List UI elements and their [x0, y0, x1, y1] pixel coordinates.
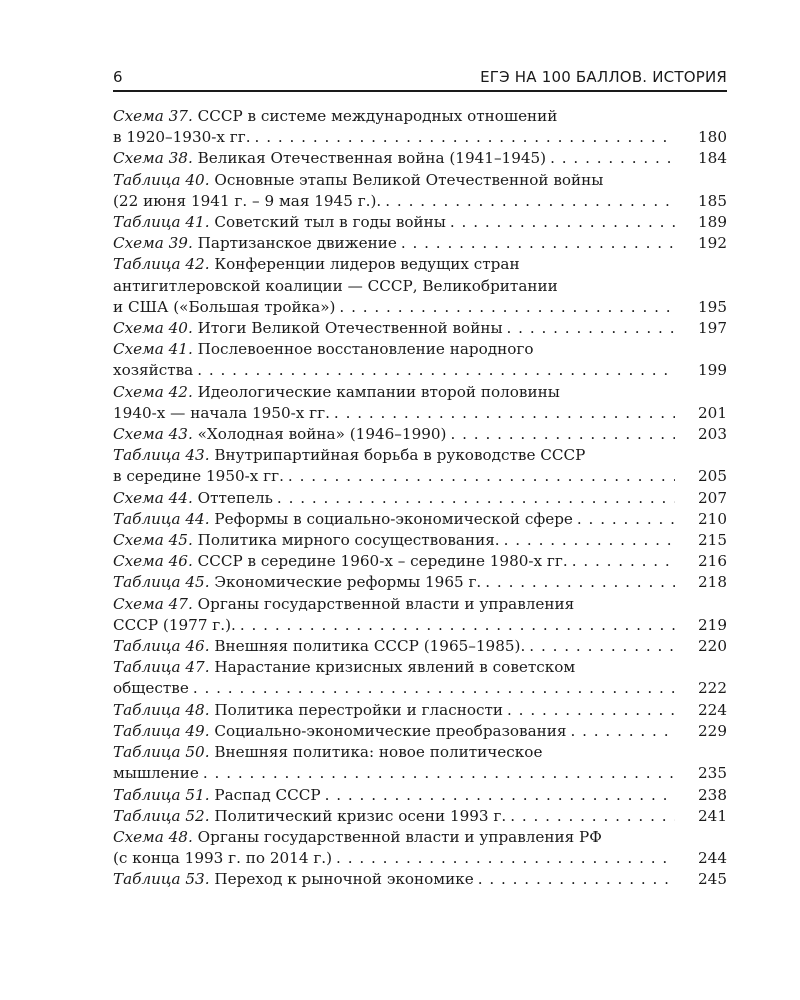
toc-entry	[113, 339, 727, 381]
toc-entry-title: Идеологические кампании второй половины	[197, 382, 560, 401]
dot-leader	[485, 572, 675, 593]
toc-entry-title: Оттепель	[197, 488, 273, 507]
toc-entry-title: Переход к рыночной экономике	[214, 870, 474, 889]
toc-entry-line	[113, 721, 727, 742]
toc-entry	[113, 318, 727, 339]
toc-entry-title: Партизанское движение	[197, 234, 397, 253]
toc-entry-line	[113, 763, 727, 784]
page-number: 6	[113, 68, 123, 86]
dot-leader	[385, 191, 675, 212]
toc-entry-title: Внешняя политика: новое политическое	[214, 743, 543, 762]
dot-leader	[529, 636, 675, 657]
toc-entry-line	[113, 530, 727, 551]
toc-entry-title: Послевоенное восстановление народного	[197, 340, 534, 359]
dot-leader	[570, 721, 675, 742]
dot-leader	[450, 212, 675, 233]
toc-entry	[113, 700, 727, 721]
toc-entry	[113, 785, 727, 806]
toc-entry-line	[113, 424, 727, 445]
toc-entry-page: 245	[698, 870, 727, 889]
dot-leader	[325, 785, 675, 806]
toc-entry-page: 218	[698, 573, 727, 592]
toc-entry-page: 229	[698, 721, 727, 740]
toc-entry-title: Основные этапы Великой Отечественной войны	[214, 170, 604, 189]
toc-entry-title: и США («Большая тройка»)	[113, 297, 336, 316]
running-title: ЕГЭ НА 100 БАЛЛОВ. ИСТОРИЯ	[480, 68, 727, 86]
toc-entry-title: (22 июня 1941 г. – 9 мая 1945 г.).	[113, 191, 382, 210]
toc-entry-line	[113, 466, 727, 487]
toc-entry-page: 184	[698, 149, 727, 168]
dot-leader	[277, 488, 675, 509]
toc-entry-page: 216	[698, 552, 727, 571]
toc-entry-line	[113, 827, 727, 848]
toc-entry	[113, 148, 727, 169]
toc-entry-page: 180	[698, 128, 727, 147]
toc-entry-line	[113, 615, 727, 636]
toc-entry	[113, 382, 727, 424]
toc-entry-label: Схема 42.	[113, 382, 193, 401]
toc-entry-page: 195	[698, 297, 727, 316]
toc-entry	[113, 742, 727, 784]
toc-entry-line	[113, 848, 727, 869]
toc-entry	[113, 509, 727, 530]
toc-entry-line	[113, 509, 727, 530]
toc-entry	[113, 424, 727, 445]
dot-leader	[203, 763, 675, 784]
toc-entry-label: Схема 44.	[113, 488, 193, 507]
dot-leader	[334, 403, 675, 424]
dot-leader	[504, 530, 675, 551]
toc-entry-page: 192	[698, 234, 727, 253]
toc-entry-page: 210	[698, 509, 727, 528]
toc-entry-page: 189	[698, 213, 727, 232]
toc-entry-page: 199	[698, 361, 727, 380]
toc-entry-page: 207	[698, 488, 727, 507]
toc-entry-label: Схема 37.	[113, 107, 193, 125]
toc-entry-page: 201	[698, 403, 727, 422]
toc-entry-page: 205	[698, 467, 727, 486]
toc-entry	[113, 530, 727, 551]
dot-leader	[197, 360, 675, 381]
toc-entry-label: Таблица 45.	[113, 573, 210, 592]
toc-entry-line	[113, 551, 727, 572]
toc-entry-line	[113, 106, 727, 127]
toc-entry-label: Схема 43.	[113, 425, 193, 444]
toc-entry-line	[113, 572, 727, 593]
toc-entry-title: 1940-х — начала 1950-х гг.	[113, 403, 330, 422]
toc-entry	[113, 721, 727, 742]
toc-entry-title: мышление	[113, 764, 199, 783]
toc-entry-page: 215	[698, 531, 727, 550]
toc-entry-title: обществе	[113, 679, 189, 698]
toc-entry-title: СССР в системе международных отношений	[197, 107, 558, 125]
toc-entry	[113, 488, 727, 509]
toc-entry-label: Схема 48.	[113, 827, 193, 846]
dot-leader	[240, 615, 675, 636]
toc-entry-page: 197	[698, 319, 727, 338]
toc-entry-page: 185	[698, 191, 727, 210]
toc-entry-line	[113, 869, 727, 890]
toc-entry-title: в середине 1950-х гг.	[113, 467, 284, 486]
toc-entry-page: 244	[698, 849, 727, 868]
toc-entry-title: Внешняя политика СССР (1965–1985).	[214, 637, 526, 656]
toc-entry-label: Схема 47.	[113, 594, 193, 613]
toc-entry-title: Советский тыл в годы войны	[214, 213, 446, 232]
toc-entry-label: Таблица 41.	[113, 213, 210, 232]
toc-entry-line	[113, 806, 727, 827]
toc-entry-title: Конференции лидеров ведущих стран	[214, 255, 520, 274]
toc-entry-title: Политика перестройки и гласности	[214, 700, 504, 719]
toc-entry-label: Схема 45.	[113, 531, 193, 550]
toc-entry	[113, 106, 727, 148]
toc-entry-line	[113, 212, 727, 233]
toc-entry-label: Таблица 51.	[113, 785, 210, 804]
toc-entry	[113, 869, 727, 890]
toc-entry-label: Схема 38.	[113, 149, 193, 168]
toc-entry-line	[113, 488, 727, 509]
toc-entry-page: 219	[698, 615, 727, 634]
toc-entry-line	[113, 254, 727, 275]
toc-entry	[113, 636, 727, 657]
toc-entry-line	[113, 339, 727, 360]
toc-entry-title: Великая Отечественная война (1941–1945)	[197, 149, 547, 168]
toc-entry-title: Политический кризис осени 1993 г.	[214, 806, 507, 825]
toc-entry-page: 224	[698, 700, 727, 719]
toc-entry-label: Таблица 47.	[113, 658, 210, 677]
toc-entry-page: 241	[698, 806, 727, 825]
page-header	[113, 68, 727, 90]
toc-entry-line	[113, 127, 727, 148]
toc-entry-label: Таблица 53.	[113, 870, 210, 889]
toc-entry-title: Итоги Великой Отечественной войны	[197, 319, 503, 338]
toc-entry-label: Схема 40.	[113, 319, 193, 338]
toc-entry-line	[113, 445, 727, 466]
toc-entry	[113, 212, 727, 233]
dot-leader	[507, 700, 675, 721]
table-of-contents	[113, 106, 727, 891]
toc-entry-line	[113, 233, 727, 254]
toc-entry-label: Схема 46.	[113, 552, 193, 571]
toc-entry-title: хозяйства	[113, 361, 194, 380]
toc-entry-title: СССР в середине 1960-х – середине 1980-х гг.	[197, 552, 568, 571]
toc-entry-line	[113, 700, 727, 721]
toc-entry-line	[113, 403, 727, 424]
toc-entry-line	[113, 742, 727, 763]
toc-entry-line	[113, 276, 727, 297]
toc-entry-title: Органы государственной власти и управления РФ	[197, 827, 602, 846]
toc-entry-title: «Холодная война» (1946–1990)	[197, 425, 447, 444]
toc-entry-page: 238	[698, 785, 727, 804]
toc-entry	[113, 572, 727, 593]
toc-entry-title: Экономические реформы 1965 г.	[214, 573, 482, 592]
toc-entry-label: Таблица 48.	[113, 700, 210, 719]
dot-leader	[572, 551, 675, 572]
toc-entry-title: антигитлеровской коалиции — СССР, Великобритании	[113, 276, 558, 295]
toc-entry-line	[113, 318, 727, 339]
toc-entry	[113, 233, 727, 254]
toc-entry-page: 220	[698, 637, 727, 656]
header-rule	[113, 90, 727, 92]
toc-entry-page: 235	[698, 764, 727, 783]
dot-leader	[401, 233, 675, 254]
toc-entry-title: Реформы в социально-экономической сфере	[214, 509, 573, 528]
toc-entry-title: Органы государственной власти и управления	[197, 594, 575, 613]
toc-entry-title: Нарастание кризисных явлений в советском	[214, 658, 576, 677]
dot-leader	[577, 509, 675, 530]
dot-leader	[336, 848, 675, 869]
toc-entry-title: Внутрипартийная борьба в руководстве СССР	[214, 446, 586, 465]
toc-entry-label: Таблица 44.	[113, 509, 210, 528]
toc-entry	[113, 806, 727, 827]
toc-entry-label: Таблица 40.	[113, 170, 210, 189]
toc-entry-label: Схема 39.	[113, 234, 193, 253]
dot-leader	[193, 678, 675, 699]
toc-entry-page: 203	[698, 425, 727, 444]
toc-entry-line	[113, 636, 727, 657]
toc-entry	[113, 170, 727, 212]
toc-entry-line	[113, 191, 727, 212]
toc-entry-title: в 1920–1930-х гг.	[113, 128, 251, 147]
toc-entry-line	[113, 382, 727, 403]
toc-entry-title: СССР (1977 г.).	[113, 615, 236, 634]
toc-entry-line	[113, 678, 727, 699]
toc-entry	[113, 594, 727, 636]
toc-entry-title: (с конца 1993 г. по 2014 г.)	[113, 849, 333, 868]
toc-entry-title: Социально-экономические преобразования	[214, 721, 567, 740]
toc-entry-label: Таблица 43.	[113, 446, 210, 465]
toc-entry	[113, 254, 727, 318]
toc-entry-line	[113, 170, 727, 191]
toc-entry-line	[113, 148, 727, 169]
toc-entry	[113, 827, 727, 869]
toc-entry-label: Таблица 49.	[113, 721, 210, 740]
toc-entry	[113, 657, 727, 699]
toc-entry	[113, 551, 727, 572]
toc-entry-line	[113, 594, 727, 615]
dot-leader	[339, 297, 675, 318]
dot-leader	[550, 148, 675, 169]
toc-entry-label: Таблица 50.	[113, 743, 210, 762]
toc-entry-title: Политика мирного сосуществования.	[197, 531, 500, 550]
toc-entry-page: 222	[698, 679, 727, 698]
dot-leader	[510, 806, 675, 827]
toc-entry	[113, 445, 727, 487]
toc-entry-label: Схема 41.	[113, 340, 193, 359]
dot-leader	[255, 127, 675, 148]
dot-leader	[288, 466, 675, 487]
toc-entry-label: Таблица 52.	[113, 806, 210, 825]
toc-entry-label: Таблица 46.	[113, 637, 210, 656]
dot-leader	[507, 318, 675, 339]
dot-leader	[478, 869, 675, 890]
toc-entry-line	[113, 657, 727, 678]
dot-leader	[450, 424, 675, 445]
toc-entry-line	[113, 297, 727, 318]
toc-entry-line	[113, 785, 727, 806]
toc-entry-label: Таблица 42.	[113, 255, 210, 274]
toc-entry-title: Распад СССР	[214, 785, 321, 804]
toc-entry-line	[113, 360, 727, 381]
